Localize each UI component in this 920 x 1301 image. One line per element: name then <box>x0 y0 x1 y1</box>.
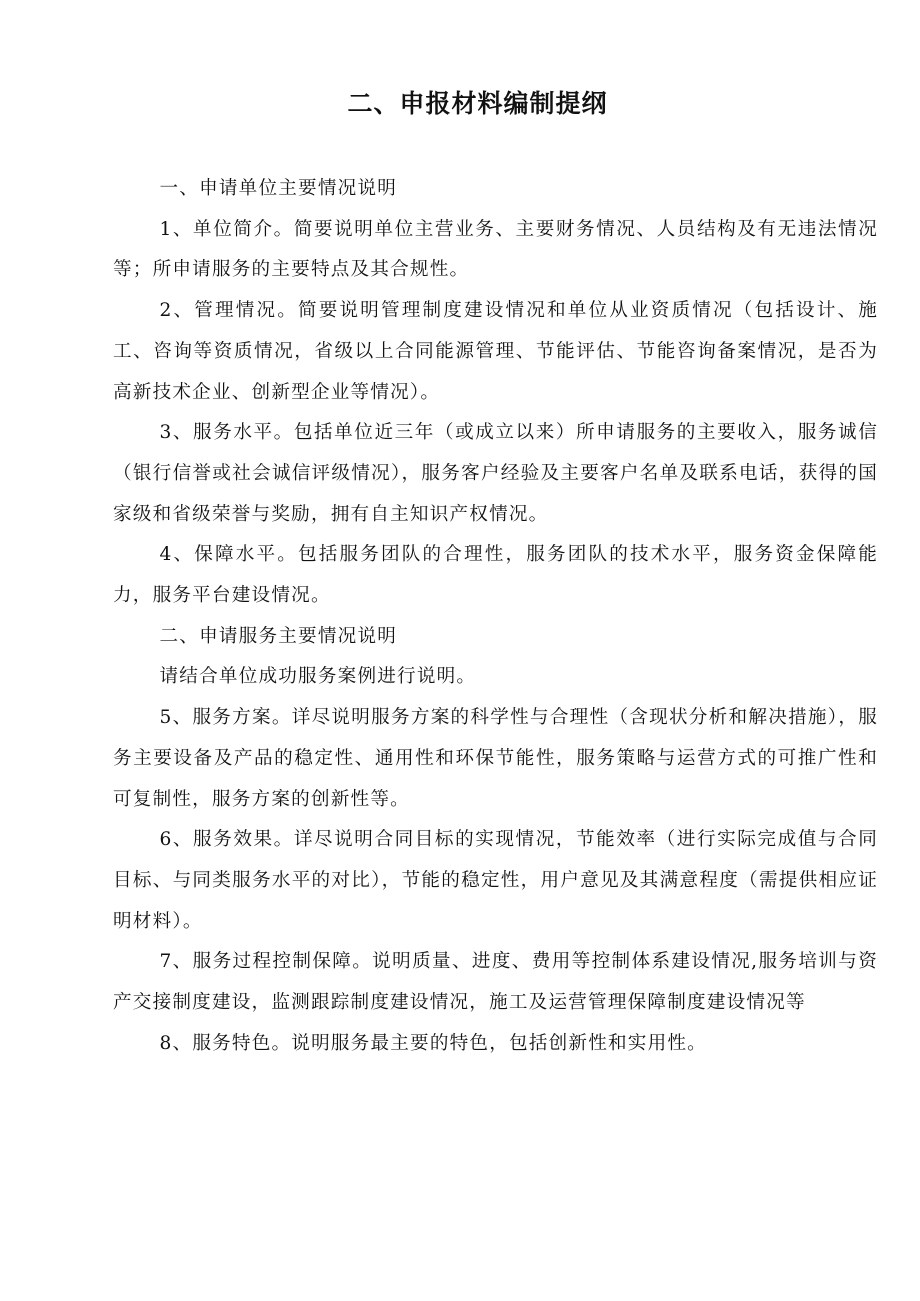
paragraph-process-control: 7、服务过程控制保障。说明质量、进度、费用等控制体系建设情况,服务培训与资产交接制度建设，监测跟踪制度建设情况，施工及运营管理保障制度建设情况等 <box>113 951 878 1014</box>
document-title: 二、申报材料编制提纲 <box>347 89 608 118</box>
paragraph-service-features: 8、服务特色。说明服务最主要的特色，包括创新性和实用性。 <box>159 1032 707 1054</box>
paragraph-unit-intro: 1、单位简介。简要说明单位主营业务、主要财务情况、人员结构及有无违法情况等；所申请服务的主要特点及其合规性。 <box>113 218 878 281</box>
paragraph-case-note: 请结合单位成功服务案例进行说明。 <box>159 666 477 688</box>
paragraph-management: 2、管理情况。简要说明管理制度建设情况和单位从业资质情况（包括设计、施工、咨询等资质情况，省级以上合同能源管理、节能评估、节能咨询备案情况，是否为高新技术企业、创新型企业等情况）。 <box>113 300 878 403</box>
section-heading-service: 二、申请服务主要情况说明 <box>159 625 398 647</box>
paragraph-service-level: 3、服务水平。包括单位近三年（或成立以来）所申请服务的主要收入，服务诚信（银行信誉或社会诚信评级情况），服务客户经验及主要客户名单及联系电话，获得的国家级和省级荣誉与奖励，拥有自主知识产权情况。 <box>113 422 878 525</box>
paragraph-service-plan: 5、服务方案。详尽说明服务方案的科学性与合理性（含现状分析和解决措施），服务主要设备及产品的稳定性、通用性和环保节能性，服务策略与运营方式的可推广性和可复制性，服务方案的创新性等。 <box>113 707 878 810</box>
section-heading-applicant: 一、申请单位主要情况说明 <box>159 178 398 199</box>
paragraph-guarantee-level: 4、保障水平。包括服务团队的合理性，服务团队的技术水平，服务资金保障能力，服务平台建设情况。 <box>113 544 878 607</box>
document-body <box>113 169 878 1064</box>
paragraph-service-effect: 6、服务效果。详尽说明合同目标的实现情况，节能效率（进行实际完成值与合同目标、与同类服务水平的对比），节能的稳定性，用户意见及其满意程度（需提供相应证明材料）。 <box>113 829 878 932</box>
